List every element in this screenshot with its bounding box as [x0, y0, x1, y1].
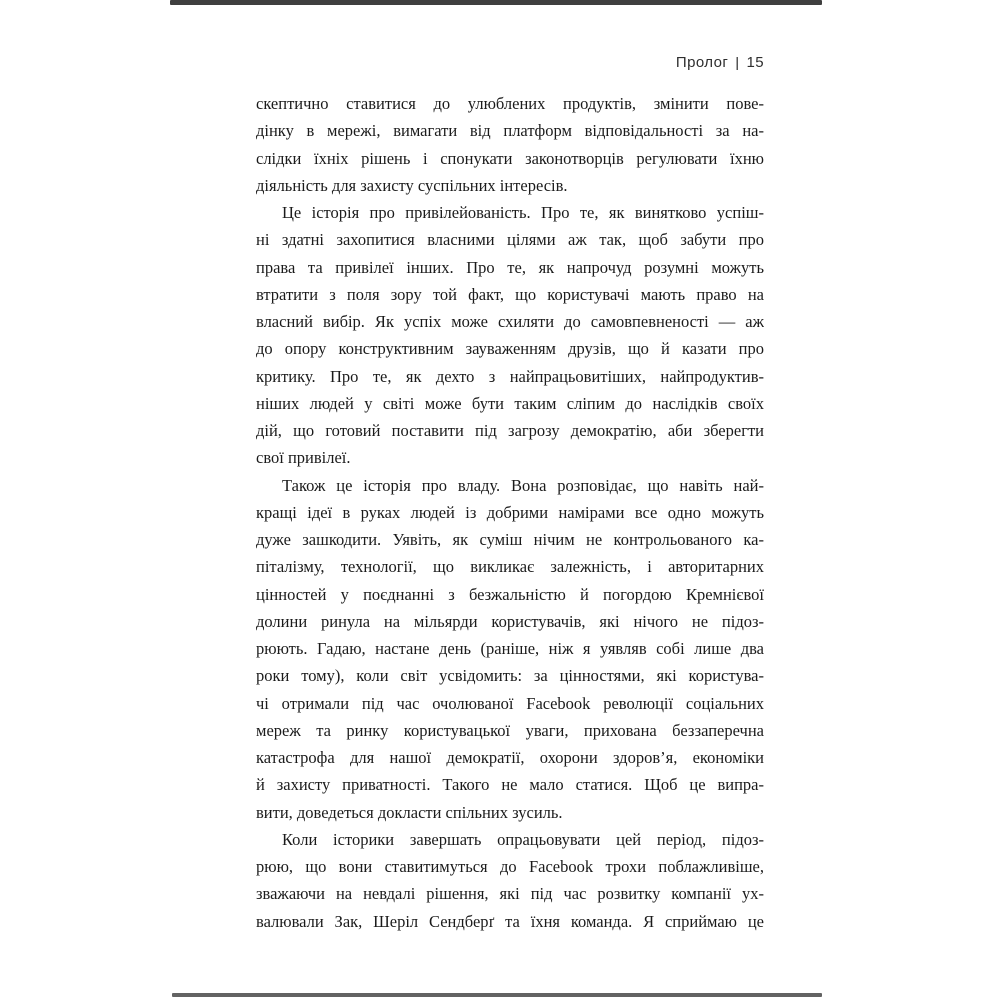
text-line: зважаючи на невдалі рішення, які під час розвитку компанії ух- — [256, 884, 764, 904]
running-header — [256, 54, 764, 71]
text-line: втратити з поля зору той факт, що користувачі мають право на — [256, 284, 764, 304]
chapter-title: Пролог — [675, 54, 729, 71]
text-line: слідки їхніх рішень і спонукати законотворців регулювати їхню — [256, 148, 764, 168]
text-line: до опору конструктивним зауваженням друзів, що й казати про — [256, 339, 764, 359]
text-line: вити, доведеться докласти спільних зусиль. — [256, 802, 563, 822]
text-line: права та привілеї інших. Про те, як напрочуд розумні можуть — [256, 257, 764, 277]
text-line: рюю, що вони ставитимуться до Facebook трохи поблажливіше, — [256, 857, 764, 876]
text-line: мереж та ринку користувацької уваги, прихована беззаперечна — [256, 720, 764, 740]
text-line: скептично ставитися до улюблених продуктів, змінити пове- — [256, 94, 764, 113]
bottom-page-edge-bar — [172, 993, 822, 997]
text-line: власний вибір. Як успіх може схиляти до самовпевненості — аж — [256, 312, 764, 331]
text-line: кращі ідеї в руках людей із добрими намірами все одно можуть — [256, 502, 764, 522]
text-line: дінку в мережі, вимагати від платформ відповідальності за на- — [256, 121, 764, 141]
top-page-edge-bar — [170, 0, 822, 5]
text-line: катастрофа для нашої демократії, охорони здоров’я, економіки — [256, 748, 764, 767]
text-line: долини ринула на мільярди користувачів, які нічого не підоз- — [256, 611, 764, 631]
text-line: піталізму, технології, що викликає залежність, і авторитарних — [256, 557, 764, 577]
text-line: цінностей у поєднанні з безжальністю й погордою Кремнієвої — [256, 584, 764, 604]
text-line: Коли історики завершать опрацьовувати цей період, підоз- — [282, 829, 764, 849]
text-line: дій, що готовий поставити під загрозу демократію, аби зберегти — [256, 421, 764, 440]
header-separator: | — [735, 54, 740, 71]
text-line: ні здатні захопитися власними цілями аж так, щоб забути про — [256, 230, 764, 250]
text-line: Це історія про привілейованість. Про те, як винятково успіш- — [282, 203, 764, 222]
text-line: роки тому), коли світ усвідомить: за цінностями, які користува- — [256, 666, 764, 686]
text-line: критику. Про те, як дехто з найпрацьовитіших, найпродуктив- — [256, 366, 764, 386]
text-line: дуже зашкодити. Уявіть, як суміш нічим не контрольованого ка- — [256, 530, 764, 549]
page-body — [256, 90, 764, 935]
text-line: ніших людей у світі може бути таким сліпим до наслідків своїх — [256, 393, 764, 413]
text-line: свої привілеї. — [256, 448, 351, 468]
text-line: валювали Зак, Шеріл Сендберґ та їхня команда. Я сприймаю це — [256, 911, 764, 931]
text-line: рюють. Гадаю, настане день (раніше, ніж я уявляв собі лише два — [256, 639, 764, 658]
text-line: чі отримали під час очолюваної Facebook революції соціальних — [256, 693, 764, 713]
text-line: діяльність для захисту суспільних інтересів. — [256, 175, 568, 195]
text-line: Також це історія про владу. Вона розповідає, що навіть най- — [282, 475, 764, 495]
page-number: 15 — [746, 54, 764, 71]
text-line: й захисту приватності. Такого не мало статися. Щоб це випра- — [256, 775, 764, 795]
